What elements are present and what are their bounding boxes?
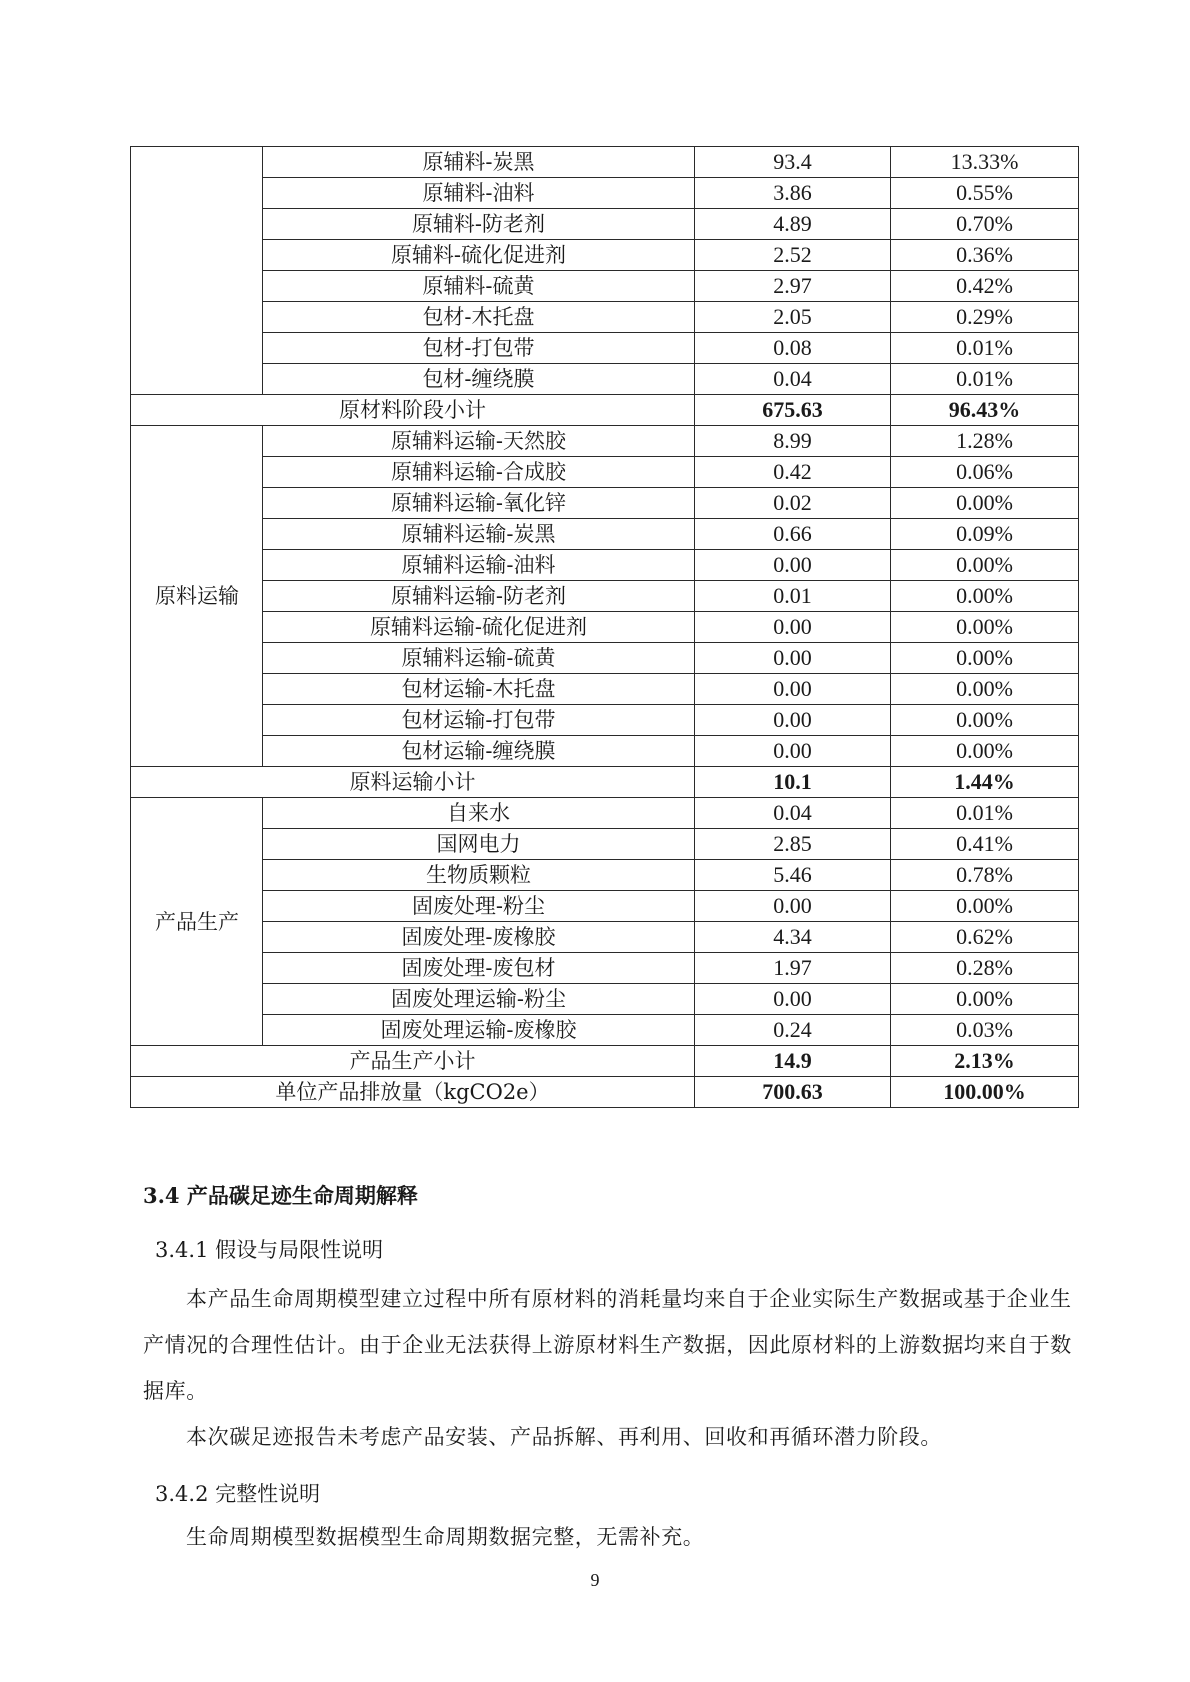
item-cell: 固废处理-废包材 xyxy=(263,953,695,984)
value-cell: 0.08 xyxy=(695,333,891,364)
percent-cell: 0.62% xyxy=(891,922,1079,953)
table-row xyxy=(131,953,1079,984)
percent-cell: 0.42% xyxy=(891,271,1079,302)
item-cell: 原辅料运输-氧化锌 xyxy=(263,488,695,519)
subtotal-label: 原材料阶段小计 xyxy=(131,395,695,426)
value-cell: 93.4 xyxy=(695,147,891,178)
item-cell: 原辅料-硫黄 xyxy=(263,271,695,302)
table-row xyxy=(131,333,1079,364)
emission-table xyxy=(130,146,1079,1108)
subtotal-percent: 96.43% xyxy=(891,395,1079,426)
percent-cell: 0.01% xyxy=(891,364,1079,395)
subsection-title-completeness: 3.4.2 完整性说明 xyxy=(155,1482,321,1506)
percent-cell: 13.33% xyxy=(891,147,1079,178)
raw-material-subtotal-row xyxy=(131,395,1079,426)
item-cell: 原辅料运输-天然胶 xyxy=(263,426,695,457)
subtotal-percent: 2.13% xyxy=(891,1046,1079,1077)
table-row xyxy=(131,922,1079,953)
percent-cell: 0.36% xyxy=(891,240,1079,271)
stage-label: 原料运输 xyxy=(131,426,263,767)
percent-cell: 1.28% xyxy=(891,426,1079,457)
table-row xyxy=(131,209,1079,240)
item-cell: 原辅料运输-炭黑 xyxy=(263,519,695,550)
subtotal-value: 10.1 xyxy=(695,767,891,798)
value-cell: 0.04 xyxy=(695,364,891,395)
percent-cell: 0.00% xyxy=(891,736,1079,767)
total-row xyxy=(131,1077,1079,1108)
value-cell: 0.04 xyxy=(695,798,891,829)
item-cell: 原辅料运输-硫化促进剂 xyxy=(263,612,695,643)
value-cell: 0.00 xyxy=(695,643,891,674)
subtotal-value: 675.63 xyxy=(695,395,891,426)
subtotal-percent: 1.44% xyxy=(891,767,1079,798)
subtotal-percent: 100.00% xyxy=(891,1077,1079,1108)
value-cell: 2.97 xyxy=(695,271,891,302)
item-cell: 包材运输-缠绕膜 xyxy=(263,736,695,767)
table-row xyxy=(131,550,1079,581)
percent-cell: 0.01% xyxy=(891,798,1079,829)
value-cell: 0.00 xyxy=(695,705,891,736)
item-cell: 原辅料-炭黑 xyxy=(263,147,695,178)
paragraph-completeness: 生命周期模型数据模型生命周期数据完整，无需补充。 xyxy=(186,1525,705,1549)
item-cell: 固废处理运输-粉尘 xyxy=(263,984,695,1015)
item-cell: 包材-木托盘 xyxy=(263,302,695,333)
percent-cell: 0.00% xyxy=(891,612,1079,643)
percent-cell: 0.29% xyxy=(891,302,1079,333)
item-cell: 包材-打包带 xyxy=(263,333,695,364)
stage-label: 产品生产 xyxy=(131,798,263,1046)
stage-label xyxy=(131,147,263,395)
percent-cell: 0.70% xyxy=(891,209,1079,240)
value-cell: 4.89 xyxy=(695,209,891,240)
subtotal-label: 原料运输小计 xyxy=(131,767,695,798)
percent-cell: 0.06% xyxy=(891,457,1079,488)
value-cell: 8.99 xyxy=(695,426,891,457)
value-cell: 0.24 xyxy=(695,1015,891,1046)
table-row xyxy=(131,1015,1079,1046)
item-cell: 原辅料-防老剂 xyxy=(263,209,695,240)
table-row xyxy=(131,674,1079,705)
value-cell: 0.01 xyxy=(695,581,891,612)
value-cell: 0.00 xyxy=(695,891,891,922)
item-cell: 原辅料-油料 xyxy=(263,178,695,209)
table-row xyxy=(131,829,1079,860)
item-cell: 固废处理-废橡胶 xyxy=(263,922,695,953)
percent-cell: 0.00% xyxy=(891,581,1079,612)
table-row xyxy=(131,488,1079,519)
table-row xyxy=(131,705,1079,736)
item-cell: 自来水 xyxy=(263,798,695,829)
percent-cell: 0.01% xyxy=(891,333,1079,364)
table-row xyxy=(131,240,1079,271)
table-row xyxy=(131,271,1079,302)
transport-subtotal-row xyxy=(131,767,1079,798)
item-cell: 包材-缠绕膜 xyxy=(263,364,695,395)
value-cell: 2.05 xyxy=(695,302,891,333)
value-cell: 0.00 xyxy=(695,612,891,643)
subsection-title-assumptions: 3.4.1 假设与局限性说明 xyxy=(155,1238,384,1262)
value-cell: 4.34 xyxy=(695,922,891,953)
item-cell: 原辅料运输-油料 xyxy=(263,550,695,581)
value-cell: 5.46 xyxy=(695,860,891,891)
percent-cell: 0.00% xyxy=(891,550,1079,581)
production-subtotal-row xyxy=(131,1046,1079,1077)
table-row xyxy=(131,519,1079,550)
table-row xyxy=(131,147,1079,178)
table-row xyxy=(131,612,1079,643)
item-cell: 国网电力 xyxy=(263,829,695,860)
item-cell: 原辅料运输-合成胶 xyxy=(263,457,695,488)
item-cell: 固废处理-粉尘 xyxy=(263,891,695,922)
item-cell: 生物质颗粒 xyxy=(263,860,695,891)
percent-cell: 0.00% xyxy=(891,488,1079,519)
item-cell: 原辅料运输-硫黄 xyxy=(263,643,695,674)
table-row xyxy=(131,643,1079,674)
item-cell: 包材运输-木托盘 xyxy=(263,674,695,705)
percent-cell: 0.28% xyxy=(891,953,1079,984)
table-row xyxy=(131,426,1079,457)
paragraph-assumptions: 本产品生命周期模型建立过程中所有原材料的消耗量均来自于企业实际生产数据或基于企业生产情况的合理性估计。由于企业无法获得上游原材料生产数据，因此原材料的上游数据均来自于数据库。 xyxy=(143,1287,1072,1403)
value-cell: 0.00 xyxy=(695,550,891,581)
value-cell: 0.00 xyxy=(695,736,891,767)
table-row xyxy=(131,364,1079,395)
value-cell: 2.52 xyxy=(695,240,891,271)
subtotal-label: 单位产品排放量（kgCO2e） xyxy=(131,1077,695,1108)
item-cell: 原辅料-硫化促进剂 xyxy=(263,240,695,271)
table-row xyxy=(131,457,1079,488)
percent-cell: 0.09% xyxy=(891,519,1079,550)
table-row xyxy=(131,860,1079,891)
table-row xyxy=(131,891,1079,922)
table-row xyxy=(131,984,1079,1015)
subtotal-value: 700.63 xyxy=(695,1077,891,1108)
percent-cell: 0.00% xyxy=(891,891,1079,922)
table-row xyxy=(131,581,1079,612)
percent-cell: 0.41% xyxy=(891,829,1079,860)
value-cell: 1.97 xyxy=(695,953,891,984)
percent-cell: 0.03% xyxy=(891,1015,1079,1046)
value-cell: 0.00 xyxy=(695,674,891,705)
value-cell: 2.85 xyxy=(695,829,891,860)
value-cell: 0.42 xyxy=(695,457,891,488)
table-row xyxy=(131,302,1079,333)
value-cell: 0.02 xyxy=(695,488,891,519)
table-row xyxy=(131,798,1079,829)
percent-cell: 0.00% xyxy=(891,984,1079,1015)
percent-cell: 0.55% xyxy=(891,178,1079,209)
paragraph-scope: 本次碳足迹报告未考虑产品安装、产品拆解、再利用、回收和再循环潜力阶段。 xyxy=(186,1425,942,1449)
percent-cell: 0.78% xyxy=(891,860,1079,891)
table-row xyxy=(131,736,1079,767)
value-cell: 0.66 xyxy=(695,519,891,550)
percent-cell: 0.00% xyxy=(891,643,1079,674)
item-cell: 固废处理运输-废橡胶 xyxy=(263,1015,695,1046)
table-row xyxy=(131,178,1079,209)
value-cell: 0.00 xyxy=(695,984,891,1015)
percent-cell: 0.00% xyxy=(891,674,1079,705)
subtotal-label: 产品生产小计 xyxy=(131,1046,695,1077)
page-number: 9 xyxy=(590,1570,600,1590)
section-title: 3.4 产品碳足迹生命周期解释 xyxy=(143,1183,418,1208)
value-cell: 3.86 xyxy=(695,178,891,209)
item-cell: 原辅料运输-防老剂 xyxy=(263,581,695,612)
percent-cell: 0.00% xyxy=(891,705,1079,736)
subtotal-value: 14.9 xyxy=(695,1046,891,1077)
item-cell: 包材运输-打包带 xyxy=(263,705,695,736)
